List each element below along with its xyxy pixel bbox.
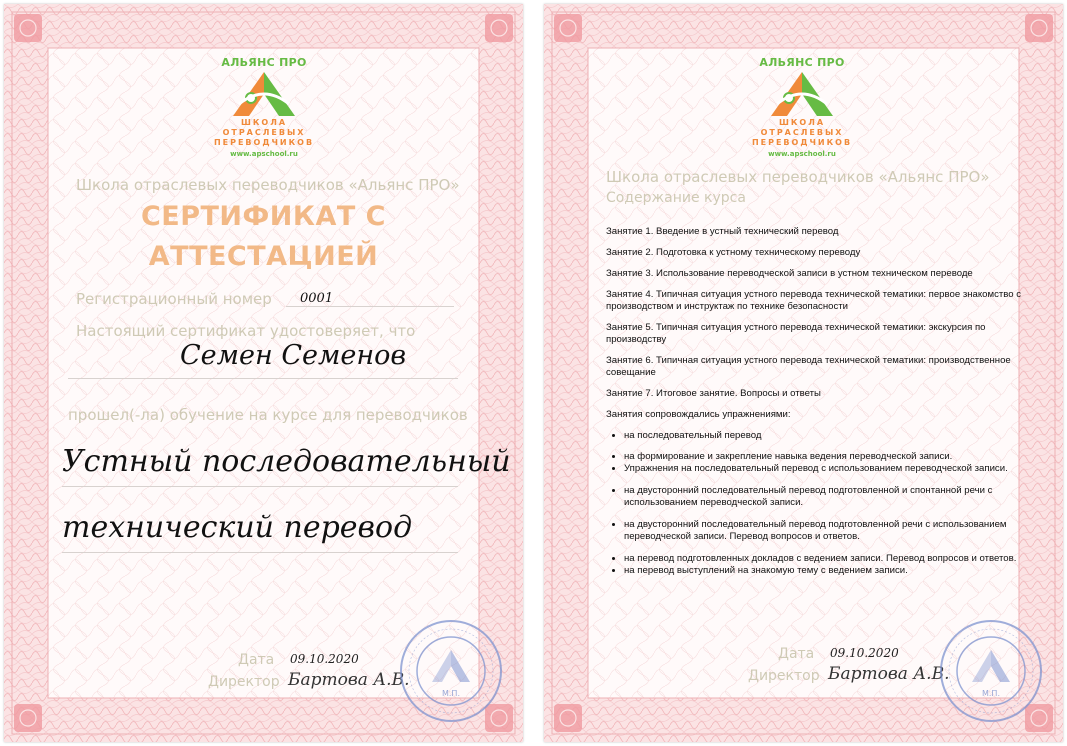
logo-site-url: www.apschool.ru [768,150,836,158]
exercise-item: • на перевод выступлений на знакомую тему с ведением записи. [624,565,1026,577]
logo-brand-text: АЛЬЯНС ПРО [221,56,307,69]
logo-school-text: ШКОЛА ОТРАСЛЕВЫХ ПЕРЕВОДЧИКОВ [213,118,315,147]
exercise-item: • на двусторонний последовательный перевод подготовленной и спонтанной речи с использованием переводческой записи. [624,485,1026,509]
course-name-line1: Устный последовательный [62,444,511,479]
logo-school-text: ШКОЛА ОТРАСЛЕВЫХ ПЕРЕВОДЧИКОВ [751,118,853,147]
date-value: 09.10.2020 [830,646,899,660]
director-signature: Бартова А.В. [288,670,410,690]
certificate-title-line2: АТТЕСТАЦИЕЙ [148,241,379,272]
registration-number: 0001 [300,291,334,306]
certificate-title-line1: СЕРТИФИКАТ С [140,201,387,232]
course-underline-2 [62,552,458,553]
lesson-item: Занятие 4. Типичная ситуация устного перевода технической тематики: первое знакомство с производством и инструктаж по технике безопасности [606,289,1022,312]
registration-label: Регистрационный номер [76,290,272,308]
director-label: Директор [208,674,280,690]
school-title: Школа отраслевых переводчиков «Альянс ПРО» [606,168,990,186]
seal-stamp-icon [398,618,504,724]
director-signature: Бартова А.В. [828,664,950,684]
certificate-page [4,4,523,742]
date-label: Дата [238,652,275,668]
completed-text: прошел(-ла) обучение на курсе для переводчиков [68,406,468,424]
exercises-intro: Занятия сопровождались упражнениями: [606,409,791,420]
contents-title: Содержание курса [606,190,746,206]
logo-mark-icon [769,70,835,118]
lesson-item: Занятие 1. Введение в устный технический перевод [606,226,839,237]
exercise-item: • Упражнения на последовательный перевод с использованием переводческой записи. [624,463,1026,475]
recipient-underline [68,378,458,379]
alliance-pro-logo [747,56,857,164]
registration-underline [286,306,454,307]
logo-site-url: www.apschool.ru [230,150,298,158]
course-underline-1 [62,486,458,487]
lesson-item: Занятие 6. Типичная ситуация устного перевода технической тематики: производственное совещание [606,355,1011,378]
course-contents [606,226,1026,586]
seal-stamp-icon [938,618,1044,724]
school-title: Школа отраслевых переводчиков «Альянс ПРО» [76,176,460,194]
date-value: 09.10.2020 [290,652,359,666]
director-label: Директор [748,668,820,684]
exercise-item: • на последовательный перевод [624,430,1026,442]
exercises-list [606,430,1026,577]
lesson-item: Занятие 5. Типичная ситуация устного перевода технической тематики: экскурсия по производству [606,322,986,345]
exercise-item: • на перевод подготовленных докладов с ведением записи. Перевод вопросов и ответов. [624,553,1026,565]
exercise-item: • на формирование и закрепление навыка ведения переводческой записи. [624,451,1026,463]
course-name-line2: технический перевод [62,510,413,545]
date-label: Дата [778,646,815,662]
exercise-item: • на двусторонний последовательный перевод подготовленной речи с использованием переводческой записи. Перевод вопросов и ответов. [624,519,1026,543]
certifies-text: Настоящий сертификат удостоверяет, что [76,322,416,340]
alliance-pro-logo [209,56,319,164]
stamp-inner-text: М.П. [981,689,1001,698]
logo-brand-text: АЛЬЯНС ПРО [759,56,845,69]
logo-mark-icon [231,70,297,118]
stamp-inner-text: М.П. [441,689,461,698]
recipient-name: Семен Семенов [180,340,407,371]
course-contents-page [544,4,1063,742]
lesson-item: Занятие 2. Подготовка к устному техническому переводу [606,247,861,258]
lesson-item: Занятие 3. Использование переводческой записи в устном техническом переводе [606,268,973,279]
lesson-item: Занятие 7. Итоговое занятие. Вопросы и ответы [606,388,821,399]
